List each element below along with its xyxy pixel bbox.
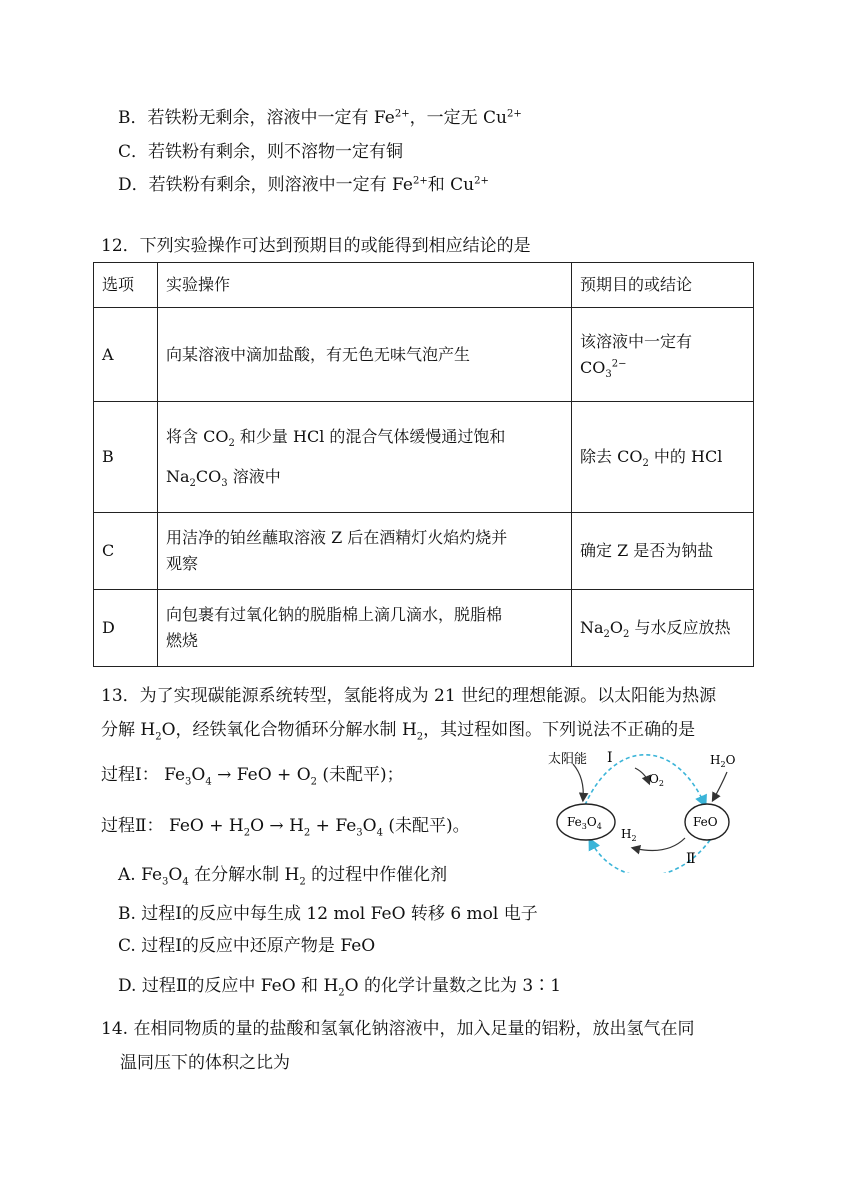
header-operation: 实验操作	[158, 263, 572, 308]
q13-stem-line2: 分解 $H_2O$，经铁氧化合物循环分解水制 $H_2$，其过程如图。下列说法不正确的是	[101, 720, 696, 743]
q13-stem-line1: 13．为了实现碳能源系统转型，氢能将成为 21 世纪的理想能源。以太阳能为热源	[101, 686, 717, 706]
row-c-result: 确定 Z 是否为钠盐	[572, 513, 754, 590]
q11-option-b: B．若铁粉无剩余，溶液中一定有 $Fe^{2+}$，一定无 $Cu^{2+}$	[118, 108, 522, 128]
fe3o4-label: $Fe_3O_4$	[567, 815, 602, 831]
h2-label: $H_2$	[621, 827, 637, 843]
sun-label: 太阳能	[548, 752, 588, 767]
q11-option-c: C．若铁粉有剩余，则不溶物一定有铜	[118, 142, 404, 162]
row-d-operation: 向包裹有过氧化钠的脱脂棉上滴几滴水，脱脂棉 燃烧	[158, 590, 572, 667]
row-a-label: A	[94, 308, 158, 402]
q12-table	[93, 262, 754, 667]
q11-option-d: D．若铁粉有剩余，则溶液中一定有 $Fe^{2+}$和 $Cu^{2+}$	[118, 175, 489, 195]
q14-stem-line1: 14. 在相同物质的量的盐酸和氢氧化钠溶液中，加入足量的铝粉，放出氢气在同	[101, 1019, 695, 1039]
h2-output-arrow	[633, 838, 685, 850]
table-row	[94, 590, 754, 667]
o2-label: $O_2$	[649, 772, 664, 788]
roman-1-label: Ⅰ	[607, 750, 613, 766]
header-option: 选项	[94, 263, 158, 308]
h2o-input-arrow	[713, 772, 727, 800]
q13-process-2: 过程Ⅱ： FeO + $H_2O \to H_2 + Fe_3O_4$ (未配平)。	[101, 816, 470, 839]
row-c-label: C	[94, 513, 158, 590]
table-row	[94, 308, 754, 402]
row-b-result: 除去 $CO_2$ 中的 HCl	[572, 402, 754, 513]
row-d-label: D	[94, 590, 158, 667]
row-b-operation: 将含 $CO_2$ 和少量 HCl 的混合气体缓慢通过饱和 $Na_2CO_3$ 溶液中	[158, 402, 572, 513]
q12-stem: 12．下列实验操作可达到预期目的或能得到相应结论的是	[101, 236, 531, 256]
row-b-label: B	[94, 402, 158, 513]
row-c-operation: 用洁净的铂丝蘸取溶液 Z 后在酒精灯火焰灼烧并 观察	[158, 513, 572, 590]
row-a-result: 该溶液中一定有 $CO_3^{2-}$	[572, 308, 754, 402]
q13-option-b: B. 过程Ⅰ的反应中每生成 12 mol FeO 转移 6 mol 电子	[118, 904, 538, 924]
table-row	[94, 263, 754, 308]
feo-label: FeO	[693, 815, 718, 829]
q13-option-d: D. 过程Ⅱ的反应中 FeO 和 $H_2O$ 的化学计量数之比为 3∶1	[118, 976, 562, 999]
process-1-dashed-arrow	[585, 755, 705, 805]
iron-oxide-cycle-diagram	[545, 738, 755, 873]
row-d-result: $Na_2O_2$ 与水反应放热	[572, 590, 754, 667]
q13-option-a: A. $Fe_3O_4$ 在分解水制 $H_2$ 的过程中作催化剂	[118, 865, 448, 888]
row-a-operation: 向某溶液中滴加盐酸，有无色无味气泡产生	[158, 308, 572, 402]
q14-stem-line2: 温同压下的体积之比为	[120, 1053, 290, 1073]
table-row	[94, 513, 754, 590]
q13-option-c: C. 过程Ⅰ的反应中还原产物是 FeO	[118, 936, 376, 956]
sun-input-arrow	[573, 764, 583, 800]
roman-2-label: Ⅱ	[686, 851, 696, 867]
o2-output-arrow	[635, 768, 649, 783]
table-row	[94, 402, 754, 513]
q13-process-1: 过程Ⅰ： $Fe_3O_4$ → FeO + $O_2$ (未配平)；	[101, 765, 404, 788]
h2o-label: $H_2O$	[710, 753, 736, 769]
header-result: 预期目的或结论	[572, 263, 754, 308]
